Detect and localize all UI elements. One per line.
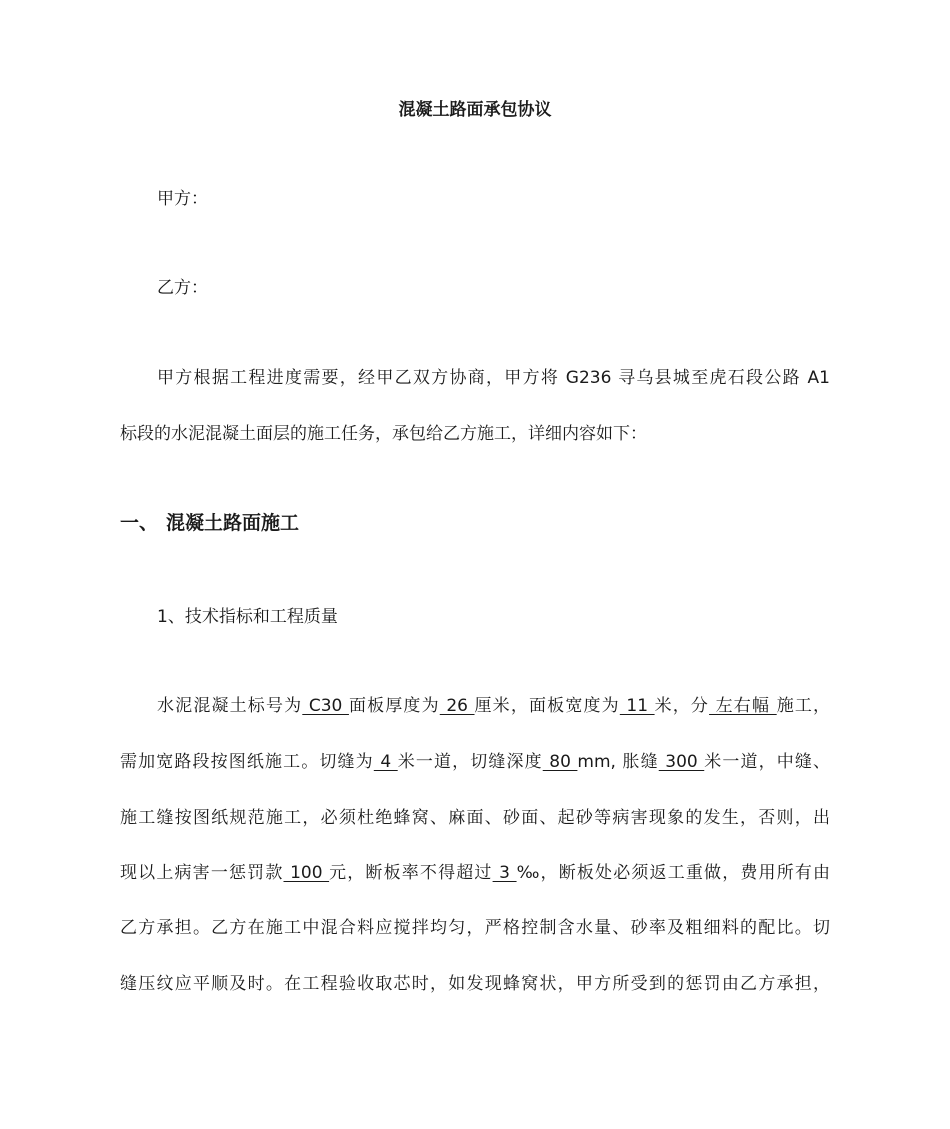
body-line-2 — [120, 750, 830, 774]
cut-interval-value: 4 — [373, 752, 398, 772]
body-text: mm, 胀缝 — [577, 752, 659, 772]
broken-slab-rate-value: 3 — [492, 863, 517, 883]
body-text: ‰，断板处必须返工重做，费用所有由 — [516, 863, 831, 883]
body-line-1 — [157, 694, 830, 718]
body-text: 面板厚度为 — [348, 696, 440, 716]
party-b-label: 乙方： — [157, 278, 208, 298]
body-text: 米一道，切缝深度 — [397, 752, 543, 772]
body-line-6: 缝压纹应平顺及时。在工程验收取芯时，如发现蜂窝状，甲方所受到的惩罚由乙方承担， — [120, 974, 830, 994]
body-text: 厘米，面板宽度为 — [474, 696, 620, 716]
construction-side-value: 左右幅 — [709, 696, 777, 716]
subsection-heading: 1、技术指标和工程质量 — [157, 607, 338, 627]
body-line-4 — [120, 861, 830, 885]
section-title: 混凝土路面施工 — [166, 512, 300, 534]
penalty-amount-value: 100 — [283, 863, 330, 883]
body-line-3: 施工缝按图纸规范施工，必须杜绝蜂窝、麻面、砂面、起砂等病害现象的发生，否则，出 — [120, 808, 830, 828]
party-a-label: 甲方： — [157, 189, 208, 209]
intro-line-2: 标段的水泥混凝土面层的施工任务，承包给乙方施工，详细内容如下： — [120, 424, 647, 444]
body-text: 元，断板率不得超过 — [329, 863, 493, 883]
body-text: 现以上病害一惩罚款 — [120, 863, 284, 883]
body-line-5: 乙方承担。乙方在施工中混合料应搅拌均匀，严格控制含水量、砂率及粗细料的配比。切 — [120, 918, 830, 938]
body-text: 米，分 — [654, 696, 710, 716]
body-text: 水泥混凝土标号为 — [157, 696, 303, 716]
slab-width-value: 11 — [619, 696, 655, 716]
section-heading — [120, 510, 299, 536]
body-text: 米一道，中缝、 — [704, 752, 831, 772]
intro-line-1: 甲方根据工程进度需要，经甲乙双方协商，甲方将 G236 寻乌县城至虎石段公路 A1 — [157, 368, 830, 388]
expansion-joint-value: 300 — [658, 752, 705, 772]
document-title: 混凝土路面承包协议 — [398, 100, 552, 120]
body-text: 需加宽路段按图纸施工。切缝为 — [120, 752, 374, 772]
slab-thickness-value: 26 — [439, 696, 475, 716]
section-number: 一、 — [120, 512, 159, 534]
cut-depth-value: 80 — [542, 752, 578, 772]
body-text: 施工， — [776, 696, 831, 716]
concrete-grade-value: C30 — [302, 696, 349, 716]
